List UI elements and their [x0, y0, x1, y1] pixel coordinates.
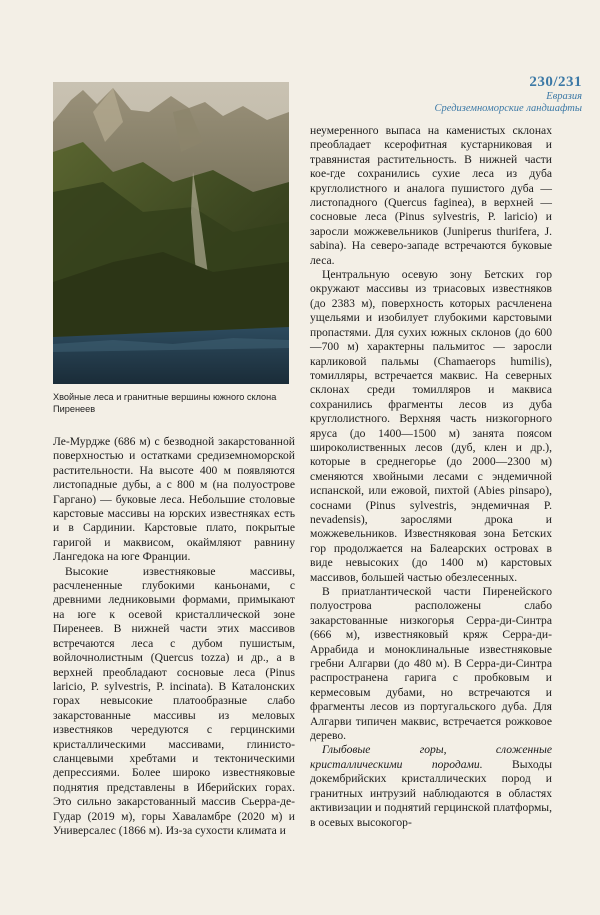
paragraph: В приатлантической части Пиренейского полуострова расположены слабо закарстованные низкогорья Серра-ди-Синтра (666 м), известняковый кряж Серра-ди-Аррабида и моноклинальные известняковые гребни Алгарви (до 480 м). В Серра-ди-Синтра распространена гарига с пробковым и кермесовым дубами, но встречаются и фрагменты лесов из португальского дуба. Для Алгарви типичен маквис, встречается рожковое дерево.	[310, 585, 552, 743]
paragraph-text: Выходы докембрийских кристаллических пород и гранитных интрузий наблюдаются в областях активизации и поднятий герцинской платформы, в осевых высокогор-	[310, 757, 552, 829]
paragraph: Высокие известняковые массивы, расчлененные глубокими каньонами, с древними ледниковыми формами, примыкают на юге к осевой кристаллической зоне Пиренеев. В нижней части этих массивов встречаются леса с дубом пушистым, войлочнолистным (Quercus tozza) и др., а в верхней преобладают сосновые леса (Pinus laricio, P. sylvestris, P. incinata). В Каталонских горах невысокие платообразные слабо закарстованные массивы из меловых известняков чередуются с герцинскими кристаллическими массивами, глинисто-сланцевыми хребтами и тектоническими депрессиями. Более широко известняковые поднятия представлены в Иберийских горах. Это сильно закарстованный массив Сьерра-де-Гудар (2019 м), горы Хаваламбре (2020 м) и Универсалес (1866 м). Из-за сухости климата и	[53, 564, 295, 837]
running-head-region: Евразия	[546, 91, 582, 102]
page-numbers: 230/231	[529, 74, 582, 90]
mountain-forest-photo	[53, 82, 289, 384]
paragraph-final	[310, 743, 552, 829]
paragraph: Ле-Мурдже (686 м) с безводной закарстованной поверхностью и остатками средиземноморской растительности. На высоте 400 м появляются листопадные дубы, а с 800 м (на полуострове Гаргано) — буковые леса. Небольшие столовые карстовые массивы на юрских известняках есть и в Сардинии. Карстовые плато, покрытые гаригой и маквисом, окаймляют равнину Лангедока на юге Франции.	[53, 435, 295, 564]
paragraph: неумеренного выпаса на каменистых склонах преобладает ксерофитная кустарниковая и травянистая растительность. В нижней части кое-где сохранились сухие леса из дуба круглолистного и аналога пушистого дуба — листопадного (Quercus faginea), в верхней — сосновые леса (Pinus sylvestris, P. laricio) и заросли можжевельников (Juniperus thurifera, J. sabina). На северо-западе встречаются буковые леса.	[310, 124, 552, 267]
right-text-column	[310, 124, 552, 830]
section-lead-italic: Глыбовые горы, сложенные кристаллическими породами.	[310, 743, 552, 771]
paragraph: Центральную осевую зону Бетских гор окружают массивы из триасовых известняков (до 2383 м), поверхность которых расчленена ущельями и изобилует глубокими карстовыми пропастями. Для сухих южных склонов (до 600—700 м) характерны пальмитос — заросли карликовой пальмы (Chamaerops humilis), томилляры, встречается маквис. На северных склонах среди томилляров и маквиса сохранились фрагменты лесов из дуба круглолистного. Верхняя часть низкогорного яруса (до 1400—1500 м) занята поясом широколиственных лесов (дуб, клен и др.), которые в среднегорье (до 2000—2300 м) сменяются хвойными лесами с эндемичной испанской, или ежовой, пихтой (Abies pinsapo), соснами (Pinus sylvestris, эндемичная P. nevadensis), зарослями дрока и можжевельников. Известняковая зона Бетских гор продолжается на Балеарских островах в виде невысоких (до 1400 м) карстовых массивов, большей частью обезлесенных.	[310, 268, 552, 584]
left-text-column	[53, 435, 295, 838]
running-head-subregion: Средиземноморские ландшафты	[434, 103, 582, 114]
photo-caption: Хвойные леса и гранитные вершины южного склона Пиренеев	[53, 392, 277, 414]
photo-illustration	[53, 82, 289, 384]
page-header	[435, 74, 582, 115]
